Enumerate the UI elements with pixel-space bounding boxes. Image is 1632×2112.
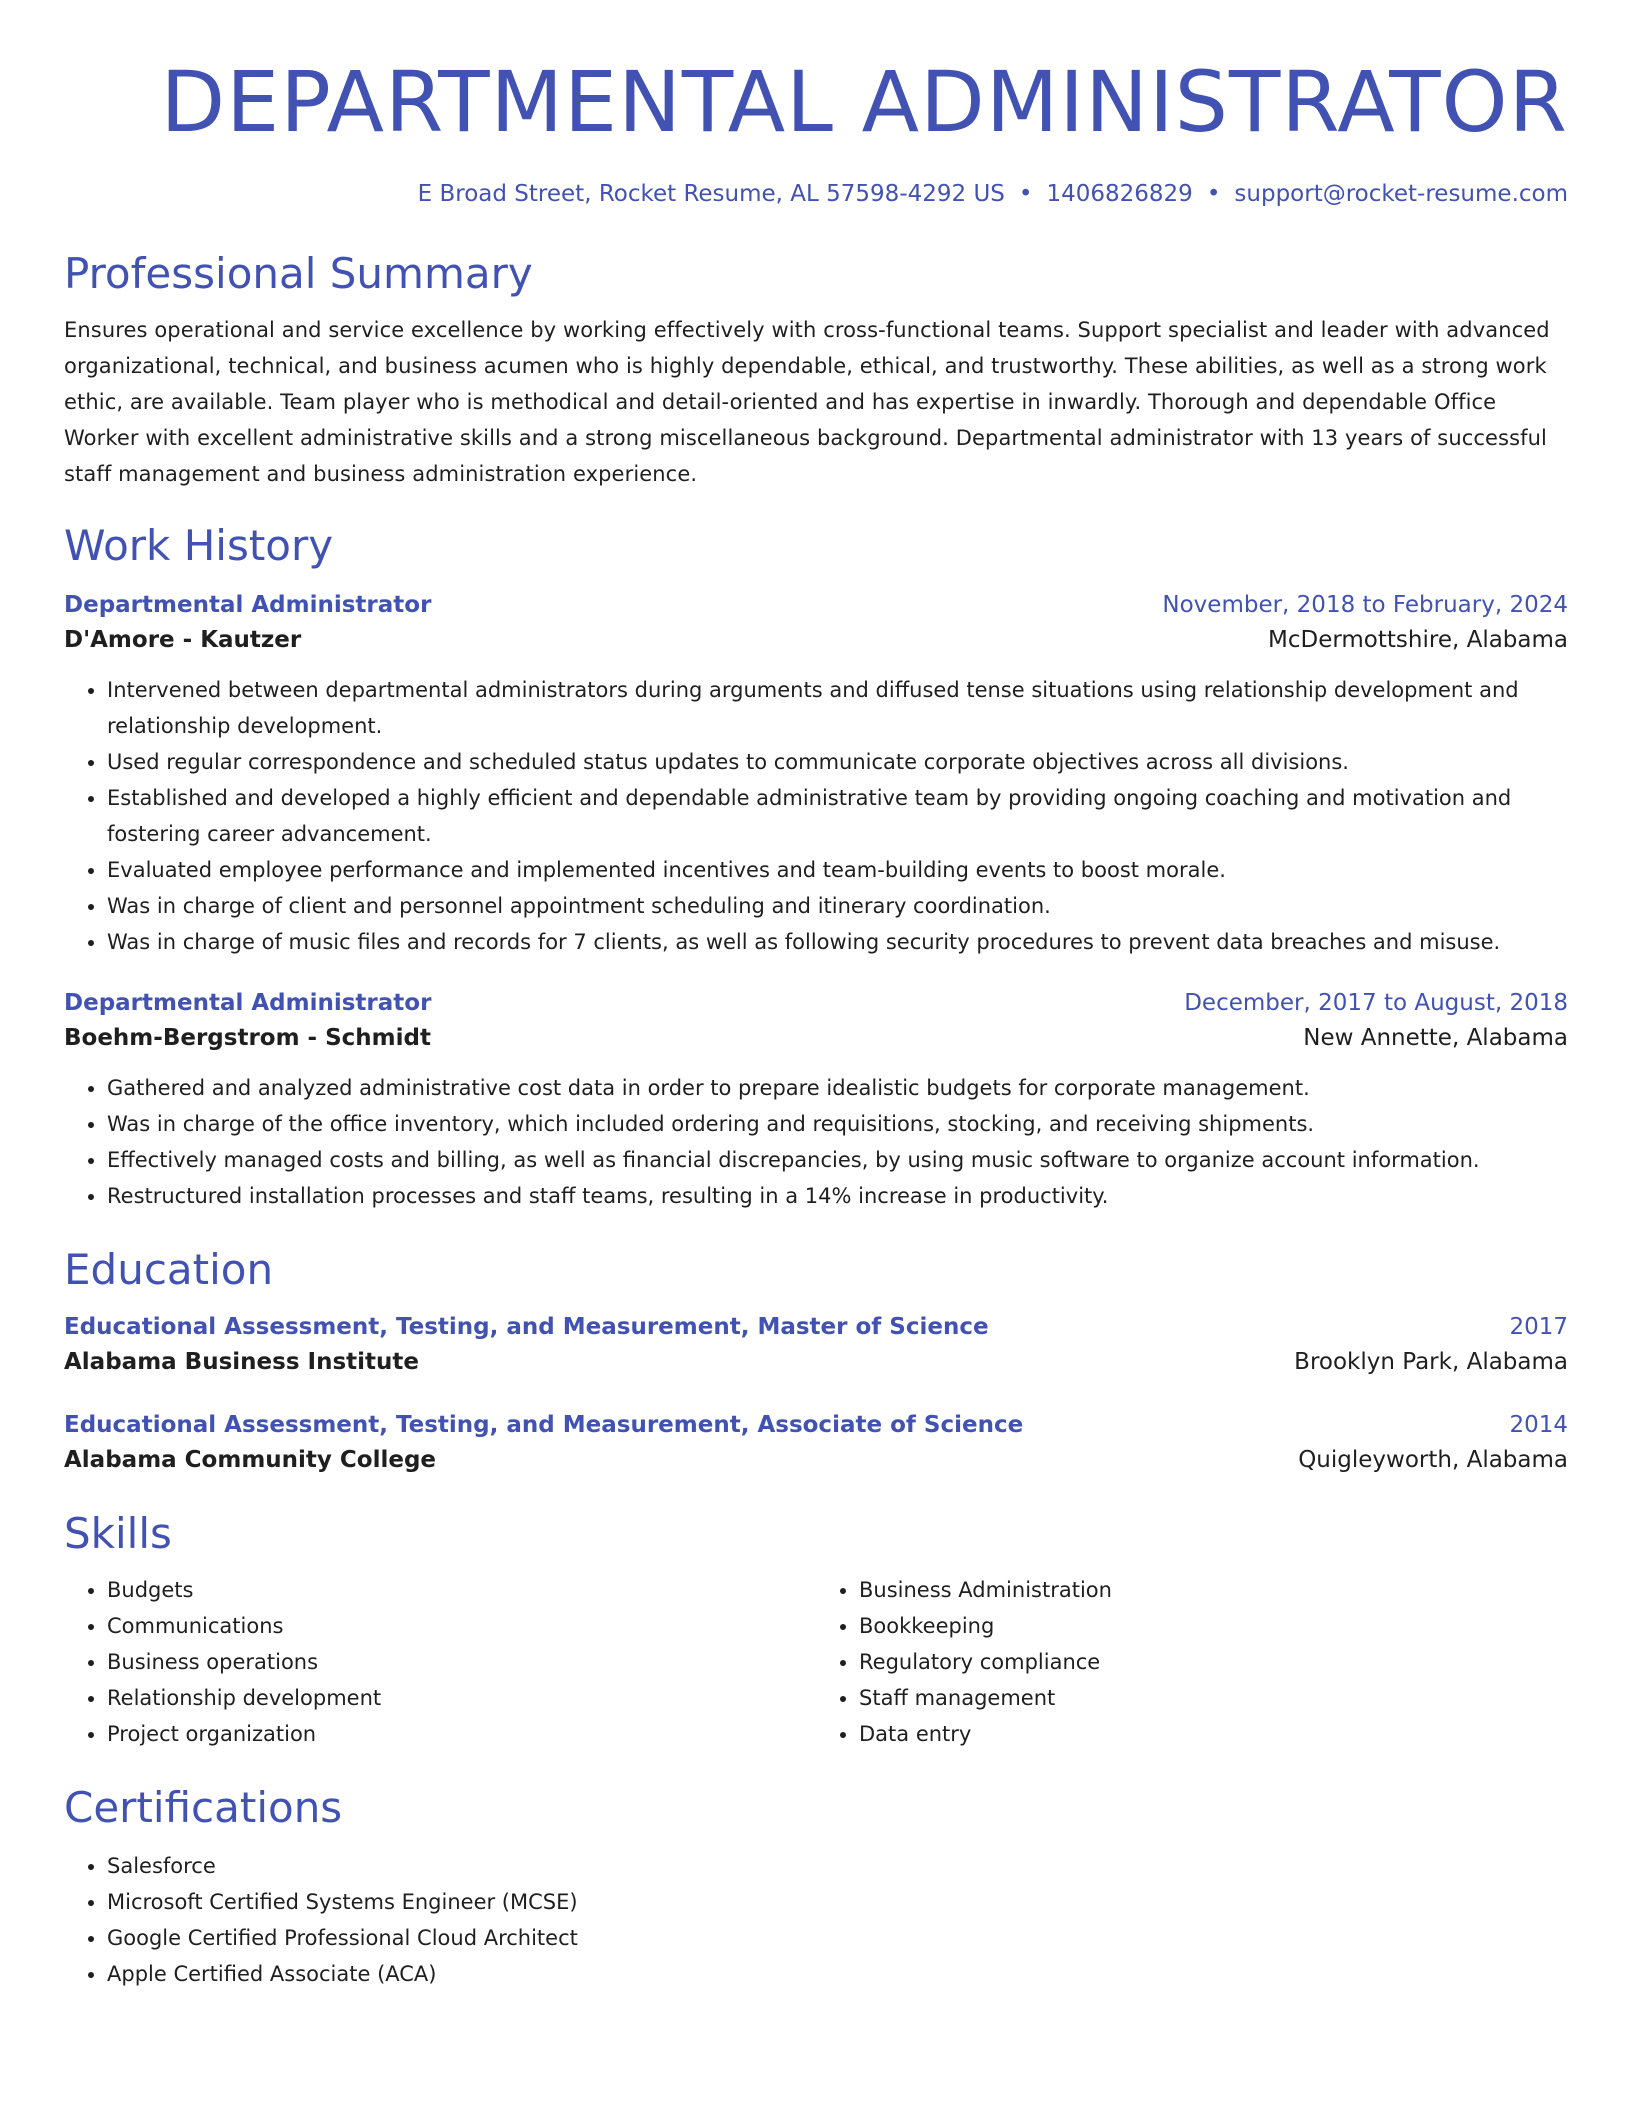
job-title: Departmental Administrator xyxy=(64,592,432,618)
list-item: • Used regular correspondence and scheduled status updates to communicate corporate objectives across all divisions. xyxy=(107,744,1568,780)
list-item: • Was in charge of client and personnel appointment scheduling and itinerary coordination. xyxy=(107,888,1568,924)
list-item: • Evaluated employee performance and implemented incentives and team-building events to boost morale. xyxy=(107,852,1568,888)
list-item: • Staff management xyxy=(859,1680,1568,1716)
resume-title: DEPARTMENTAL ADMINISTRATOR xyxy=(160,53,1568,151)
list-item: • Restructured installation processes and staff teams, resulting in a 14% increase in productivity. xyxy=(107,1178,1568,1214)
job-entry xyxy=(64,588,1568,960)
job-dates: December, 2017 to August, 2018 xyxy=(1184,990,1568,1016)
education-degree: Educational Assessment, Testing, and Measurement, Associate of Science xyxy=(64,1412,1024,1438)
skills-list-right xyxy=(816,1572,1568,1752)
section-heading-skills: Skills xyxy=(64,1509,172,1558)
list-item: • Business Administration xyxy=(859,1572,1568,1608)
education-school: Alabama Community College xyxy=(64,1447,437,1473)
list-item: • Business operations xyxy=(107,1644,816,1680)
list-item: • Established and developed a highly efficient and dependable administrative team by providing ongoing coaching and motivation and fostering career advancement. xyxy=(107,780,1568,852)
list-item: • Apple Certified Associate (ACA) xyxy=(107,1956,1568,1992)
education-school-row xyxy=(64,1344,1568,1380)
list-item: • Communications xyxy=(107,1608,816,1644)
section-heading-summary: Professional Summary xyxy=(64,249,533,298)
contact-address: E Broad Street, Rocket Resume, AL 57598-4292 US xyxy=(417,181,1005,207)
section-heading-work-history: Work History xyxy=(64,521,334,570)
skills-columns xyxy=(64,1572,1568,1752)
list-item: • Was in charge of music files and records for 7 clients, as well as following security procedures to prevent data breaches and misuse. xyxy=(107,924,1568,960)
job-company-row xyxy=(64,1020,1568,1056)
job-header-row xyxy=(64,588,1568,622)
job-company: Boehm-Bergstrom - Schmidt xyxy=(64,1025,431,1051)
list-item: • Intervened between departmental administrators during arguments and diffused tense situations using relationship development and relationship development. xyxy=(107,672,1568,744)
list-item: • Relationship development xyxy=(107,1680,816,1716)
contact-separator: • xyxy=(1206,181,1221,207)
education-entry xyxy=(64,1408,1568,1478)
list-item: • Project organization xyxy=(107,1716,816,1752)
skills-list-left xyxy=(64,1572,816,1752)
education-location: Quigleyworth, Alabama xyxy=(1298,1447,1568,1473)
job-bullets xyxy=(64,1070,1568,1214)
education-location: Brooklyn Park, Alabama xyxy=(1294,1349,1568,1375)
section-heading-certifications: Certifications xyxy=(64,1783,343,1832)
list-item: • Salesforce xyxy=(107,1848,1568,1884)
job-dates: November, 2018 to February, 2024 xyxy=(1162,592,1568,618)
list-item: • Data entry xyxy=(859,1716,1568,1752)
list-item: • Regulatory compliance xyxy=(859,1644,1568,1680)
education-header-row xyxy=(64,1408,1568,1442)
job-bullets xyxy=(64,672,1568,960)
job-title: Departmental Administrator xyxy=(64,990,432,1016)
list-item: • Bookkeeping xyxy=(859,1608,1568,1644)
education-year: 2017 xyxy=(1509,1314,1568,1340)
list-item: • Effectively managed costs and billing, as well as financial discrepancies, by using music software to organize account information. xyxy=(107,1142,1568,1178)
job-company: D'Amore - Kautzer xyxy=(64,627,302,653)
section-heading-education: Education xyxy=(64,1245,274,1294)
contact-phone: 1406826829 xyxy=(1046,181,1193,207)
contact-separator: • xyxy=(1018,181,1033,207)
job-location: New Annette, Alabama xyxy=(1303,1025,1568,1051)
job-company-row xyxy=(64,622,1568,658)
list-item: • Was in charge of the office inventory, which included ordering and requisitions, stocking, and receiving shipments. xyxy=(107,1106,1568,1142)
contact-email[interactable]: support@rocket-resume.com xyxy=(1234,181,1568,207)
list-item: • Budgets xyxy=(107,1572,816,1608)
education-year: 2014 xyxy=(1509,1412,1568,1438)
list-item: • Microsoft Certified Systems Engineer (MCSE) xyxy=(107,1884,1568,1920)
summary-text: Ensures operational and service excellence by working effectively with cross-functional teams. Support specialist and leader with advanced organizational, technical, and business acumen who is highly dependable, ethical, and trustworthy. These abilities, as well as a strong work ethic, are available. Team player who is methodical and detail-oriented and has expertise in inwardly. Thorough and dependable Office Worker with excellent administrative skills and a strong miscellaneous background. Departmental administrator with 13 years of successful staff management and business administration experience. xyxy=(64,318,1550,486)
job-location: McDermottshire, Alabama xyxy=(1268,627,1568,653)
list-item: • Gathered and analyzed administrative cost data in order to prepare idealistic budgets for corporate management. xyxy=(107,1070,1568,1106)
list-item: • Google Certified Professional Cloud Architect xyxy=(107,1920,1568,1956)
education-school-row xyxy=(64,1442,1568,1478)
certifications-list xyxy=(64,1848,1568,1992)
job-header-row xyxy=(64,986,1568,1020)
job-entry xyxy=(64,986,1568,1214)
education-school: Alabama Business Institute xyxy=(64,1349,419,1375)
education-header-row xyxy=(64,1310,1568,1344)
contact-line xyxy=(64,178,1568,210)
education-degree: Educational Assessment, Testing, and Measurement, Master of Science xyxy=(64,1314,989,1340)
education-entry xyxy=(64,1310,1568,1380)
